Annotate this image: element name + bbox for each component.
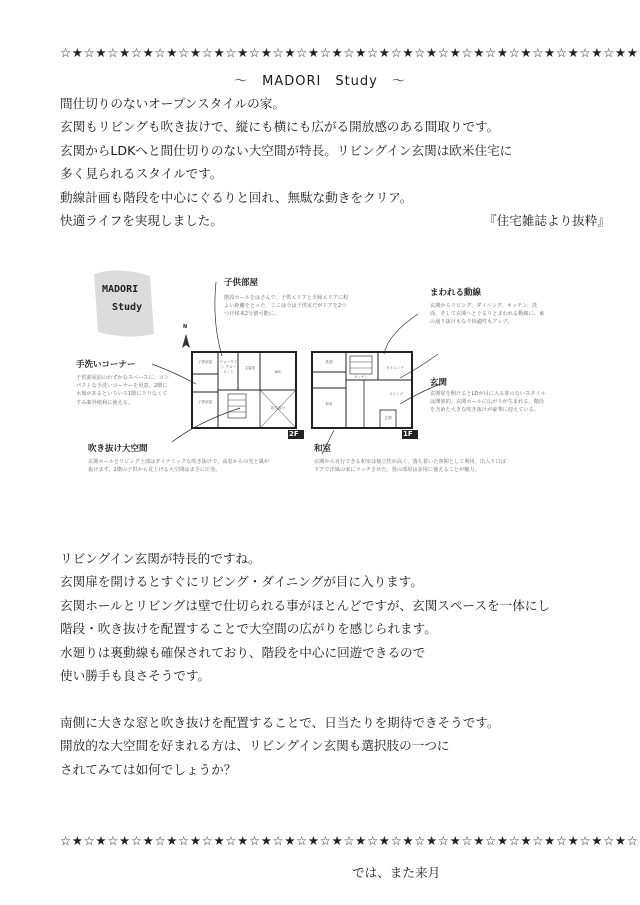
body-line: 玄関ホールとリビングは壁で仕切られる事がほとんどですが、玄関スペースを一体にし [60, 597, 551, 613]
intro-line: 玄関もリビングも吹き抜けで、縦にも横にも広がる開放感のある間取りです。 [60, 119, 500, 135]
floor-tag-2f: 2F [289, 430, 299, 438]
callout-title: まわれる動線 [430, 288, 482, 298]
body-paragraph-1 [60, 547, 580, 687]
callout-text: 玄関からリビング、ダイニング、キッチン、洗面、そして玄関へとぐるりとまわれる動線に。東の通り抜けもなり快適性もアップ。 [430, 303, 545, 326]
intro-line: 快適ライフを実現しました。 [60, 213, 223, 229]
callout-title: 子供部屋 [224, 278, 259, 288]
room-label: 和室 [325, 402, 333, 406]
intro-line: 多く見られるスタイルです。 [60, 166, 223, 182]
north-label: N [183, 324, 188, 330]
callout-text: 子供部屋前のわずかなスペースに、コンパクトな手洗いコーナーを用意。2階に水場があるといろいろ1階に下りなくてすみ案外便利に使える。 [76, 375, 170, 406]
page-title: ～ MADORI Study ～ [234, 74, 406, 89]
body-line: 開放的な大空間を好まれる方は、リビングイン玄関も選択肢の一つに [60, 738, 450, 754]
room-label: リビング [388, 392, 404, 396]
room-label: ダイニング [386, 366, 404, 370]
logo-text-madori: MADORI [102, 284, 139, 295]
room-label: 洗面 [325, 360, 333, 364]
body-line: リビングイン玄関が特長的ですね。 [60, 551, 261, 566]
intro-line: 玄関からLDKへと間仕切りのない大空間が特長。リビングイン玄関は欧米住宅に [60, 142, 513, 158]
body-line: 階段・吹き抜けを配置することで大空間の広がりを感じられます。 [60, 621, 437, 637]
body-line: 南側に大きな窓と吹き抜けを配置することで、日当たりを期待できそうです。 [60, 715, 500, 730]
intro-line: 動線計画も階段を中心にぐるりと回れ、無駄な動きをクリア。 [60, 189, 413, 205]
intro-paragraph [60, 92, 610, 232]
callout-text: 玄関ホールとリビング上部はダイナミックな吹き抜けで、高窓からの光と風が抜けます。2階の子供から見上げる大空間はまさに圧巻。 [88, 459, 270, 474]
closing-text: では、また来月 [352, 865, 441, 880]
room-label: ウォークイン クローゼット [219, 360, 238, 374]
body-paragraph-2 [60, 711, 580, 781]
logo-text-study: Study [112, 302, 143, 313]
room-label: 吹き抜け [270, 406, 286, 410]
header-star-border: ☆★☆★☆★☆★☆★☆★☆★☆★☆★☆★☆★☆★☆★☆★☆★☆★☆★☆★☆★☆★☆★☆★☆★☆★★ [60, 45, 639, 60]
body-line: されてみては如何でしょうか？ [60, 761, 237, 777]
source-credit: 『住宅雑誌より抜粋』 [484, 213, 610, 229]
callout-text: 階段ホールをはさんで、子供エリアと夫婦エリアに程よい距離をとった。ここは今は子供室だがドアを2つつけ将来2分割可能に。 [224, 295, 349, 318]
room-label: 子供部屋 [197, 400, 213, 404]
body-line: 使い勝手も良さそうです。 [60, 668, 211, 684]
body-line: 水廻りは裏動線も確保されており、階段を中心に回遊できるので [60, 644, 426, 660]
room-label: WIC [274, 370, 282, 374]
footer-star-border: ☆★☆★☆★☆★☆★☆★☆★☆★☆★☆★☆★☆★☆★☆★☆★☆★☆★☆★☆★☆★☆★☆★☆★☆★☆ [60, 833, 639, 848]
north-arrow-icon [182, 334, 190, 348]
room-label: キッチン [353, 375, 369, 379]
room-label: 主寝室 [244, 366, 256, 370]
callout-text: 玄関扉を開けるとLDが目に入る扉のないスタイルは開放的。玄関ホールに広がりが生まれる。階段を含めた大きな吹き抜けが豪華に迎えている。 [430, 391, 546, 414]
room-label: 子供部屋 [197, 360, 213, 364]
body-line: 玄関扉を開けるとすぐにリビング・ダイニングが目に入ります。 [60, 574, 423, 590]
room-label: 玄関 [384, 416, 392, 420]
floor-tag-1f: 1F [403, 430, 413, 438]
callout-title: 手洗いコーナー [76, 360, 136, 370]
floor-plan-figure [76, 262, 550, 498]
callout-text: 玄関から直行できる和室は独立性が高く、落ち着いた客間として利用。出入り口はドアで洋風の家にマッチさせた。畳の部屋は多用に使えることが魅力。 [314, 459, 506, 474]
callout-title: 吹き抜け大空間 [88, 444, 148, 454]
intro-line: 間仕切りのないオープンスタイルの家。 [60, 96, 285, 111]
callout-title: 玄関 [430, 378, 448, 388]
callout-title: 和室 [314, 444, 332, 454]
